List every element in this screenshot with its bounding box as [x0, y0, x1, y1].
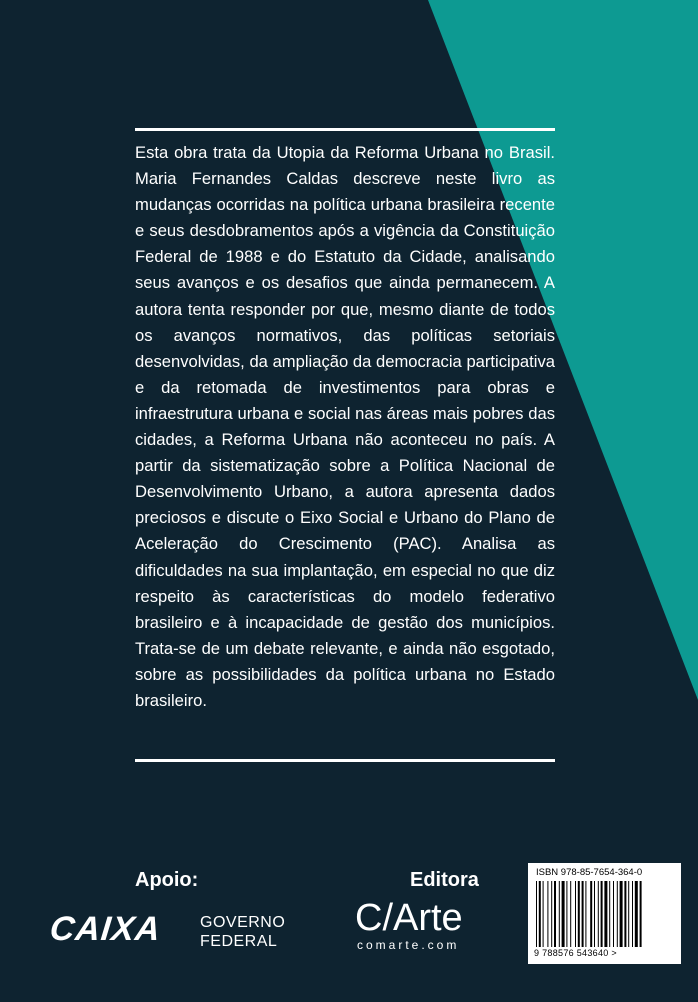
governo-federal-logo	[200, 913, 285, 951]
bottom-divider	[135, 759, 555, 762]
editora-label: Editora	[410, 869, 479, 891]
back-cover-blurb: Esta obra trata da Utopia da Reforma Urbana no Brasil. Maria Fernandes Caldas descreve neste livro as mudanças ocorridas na política urbana brasileira recente e seus desdobramentos após a vigência da Constituição Federal de 1988 e do Estatuto da Cidade, analisando seus avanços e os desafios que ainda permanecem. A autora tenta responder por que, mesmo diante de todos os avanços normativos, das políticas setoriais desenvolvidas, da ampliação da democracia participativa e da retomada de investimentos para obras e infraestrutura urbana e social nas áreas mais pobres das cidades, a Reforma Urbana não aconteceu no país. A partir da sistematização sobre a Política Nacional de Desenvolvimento Urbano, a autora apresenta dados preciosos e discute o Eixo Social e Urbano do Plano de Aceleração do Crescimento (PAC). Analisa as dificuldades na sua implantação, em especial no que diz respeito às características do modelo federativo brasileiro e à incapacidade de gestão dos municípios. Trata-se de um debate relevante, e ainda não esgotado, sobre as possibilidades da política urbana no Estado brasileiro.	[135, 143, 555, 710]
federal-line: FEDERAL	[200, 933, 278, 950]
barcode-digits: 9 788576 543640 >	[534, 948, 617, 958]
barcode-icon	[536, 881, 673, 947]
carte-logo: C/Arte	[355, 897, 463, 939]
top-divider	[135, 128, 555, 131]
governo-line: GOVERNO	[200, 914, 286, 931]
caixa-logo: CAIXA	[48, 910, 163, 948]
carte-url: comarte.com	[357, 938, 460, 952]
isbn-barcode-box	[528, 863, 681, 964]
isbn-number: ISBN 978-85-7654-364-0	[536, 867, 643, 878]
apoio-label: Apoio:	[135, 869, 199, 891]
